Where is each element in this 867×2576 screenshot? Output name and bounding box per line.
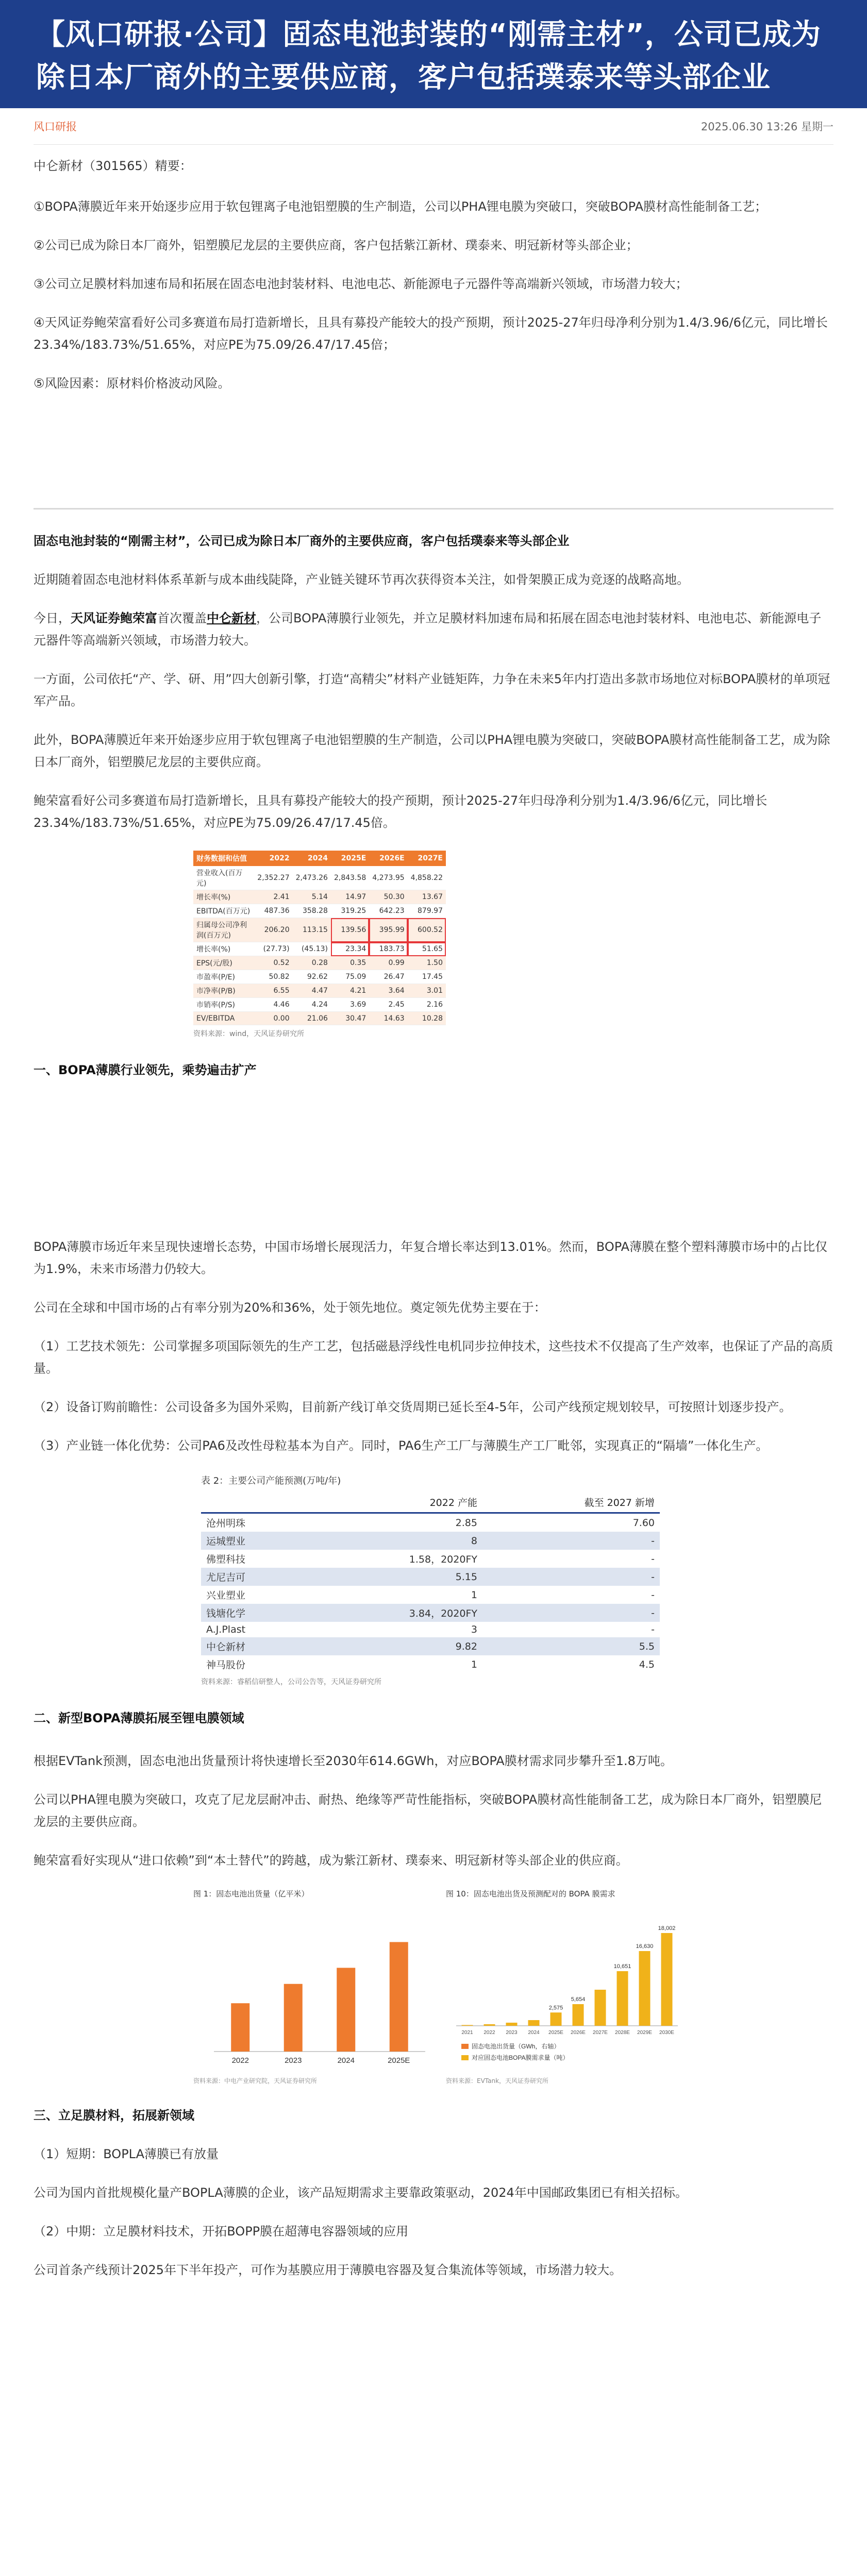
paragraph: BOPA薄膜市场近年来呈现快速增长态势，中国市场增长展现活力，年复合增长率达到13.01%。然而，BOPA薄膜在整个塑料薄膜市场中的占比仅为1.9%，未来市场潜力仍较大。 — [34, 1240, 828, 1276]
table-cell: - — [651, 1624, 655, 1635]
table-cell: 0.99 — [369, 956, 407, 970]
article-headline: 固态电池封装的“刚需主材”，公司已成为除日本厂商外的主要供应商，客户包括璞泰来等头部企业 — [34, 534, 570, 548]
text: 今日， — [34, 611, 71, 625]
paragraph: 根据EVTank预测，固态电池出货量预计将快速增长至2030年614.6GWh，对应BOPA膜材需求同步攀升至1.8万吨。 — [34, 1754, 673, 1768]
figure-source: 资料来源：睿稻信研整人，公司公告等，天风证券研究所 — [201, 1678, 381, 1686]
meta-bar — [34, 108, 833, 144]
source-label[interactable]: 风口研报 — [34, 121, 77, 133]
bar — [484, 2024, 495, 2026]
x-tick-label: 2024 — [337, 2056, 355, 2065]
x-tick-label: 2026E — [571, 2030, 586, 2036]
legend-swatch — [461, 2044, 469, 2049]
table-cell: 沧州明珠 — [206, 1518, 246, 1529]
table-cell: 487.36 — [254, 904, 292, 918]
chart-source: 资料来源：EVTank，天风证券研究所 — [446, 2077, 549, 2084]
table-cell: 51.65 — [408, 942, 446, 956]
table-body — [193, 866, 446, 1025]
table-row — [201, 1637, 660, 1655]
table-cell: 9.82 — [310, 1637, 482, 1655]
data-label: 16,630 — [636, 1943, 654, 1950]
column-header: 2027E — [408, 851, 446, 866]
x-tick-label: 2028E — [615, 2030, 630, 2036]
paragraph: 一方面，公司依托“产、学、研、用”四大创新引擎，打造“高精尖”材料产业链矩阵，力争在未来5年内打造出多款市场地位对标BOPA膜材的单项冠军产品。 — [34, 672, 830, 708]
table-header-row — [201, 1492, 660, 1513]
table-cell: 归属母公司净利润(百万元) — [193, 918, 254, 942]
table-header-row — [193, 851, 446, 866]
table-cell: 0.52 — [254, 956, 292, 970]
table-cell: 尤尼吉可 — [201, 1568, 310, 1586]
paragraph: （1）短期：BOPLA薄膜已有放量 — [34, 2147, 219, 2161]
section-title: 三、立足膜材料，拓展新领域 — [34, 2108, 194, 2123]
legend-label: 对应固态电池BOPA膜需求量（吨） — [472, 2054, 569, 2061]
paragraph: （2）设备订购前瞻性：公司设备多为国外采购，目前新产线订单交货周期已延长至4-5年，公司产线预定规划较早，可按照计划逐步投产。 — [34, 1400, 792, 1414]
column-header: 财务数据和估值 — [193, 851, 254, 866]
figure-caption: 表 2：主要公司产能预测(万吨/年) — [201, 1476, 341, 1486]
section-1 — [34, 1059, 833, 1457]
analyst-name: 天风证券鲍荣富 — [71, 611, 157, 625]
table-row — [201, 1532, 660, 1550]
table-cell: 市销率(P/S) — [193, 998, 254, 1012]
table-cell: 5.15 — [310, 1568, 482, 1586]
table-cell: 3.01 — [408, 984, 446, 998]
table-cell: 2.45 — [369, 998, 407, 1012]
legend-label: 固态电池出货量（GWh，右轴） — [472, 2043, 560, 2050]
chart-figure — [193, 1888, 436, 2084]
table-cell: - — [651, 1553, 655, 1565]
table-cell: A.J.Plast — [206, 1624, 246, 1635]
data-label: 5,654 — [571, 1996, 586, 2003]
x-tick-label: 2025E — [388, 2056, 410, 2065]
table-row — [193, 866, 446, 890]
table-cell: 2.16 — [408, 998, 446, 1012]
table-row — [193, 918, 446, 942]
table-cell: 17.45 — [408, 970, 446, 984]
text: 首次覆盖 — [157, 611, 207, 625]
table-cell: 增长率(%) — [193, 890, 254, 904]
table-cell: 358.28 — [293, 904, 331, 918]
table-row — [201, 1568, 660, 1586]
summary-point: ⑤风险因素：原材料价格波动风险。 — [34, 376, 230, 391]
column-header: 2026E — [369, 851, 407, 866]
table-cell: 4.24 — [293, 998, 331, 1012]
article-body — [34, 510, 833, 834]
chart-title: 图 10：固态电池出货及预测配对的 BOPA 膜需求 — [446, 1889, 615, 1899]
table-cell: 642.23 — [369, 904, 407, 918]
table-cell: 6.55 — [254, 984, 292, 998]
capacity-table — [201, 1492, 660, 1673]
table-cell: 600.52 — [408, 918, 446, 942]
x-tick-label: 2030E — [659, 2030, 674, 2036]
table-cell: - — [482, 1604, 660, 1622]
table-row — [193, 890, 446, 904]
table-cell: 3.84，2020FY — [310, 1604, 482, 1622]
table-row — [193, 904, 446, 918]
bar — [639, 1951, 651, 2026]
x-tick-label: 2024 — [528, 2030, 540, 2036]
table-row — [193, 1012, 446, 1025]
legend-swatch — [461, 2055, 469, 2060]
paragraph: 公司首条产线预计2025年下半年投产，可作为基膜应用于薄膜电容器及复合集流体等领域，市场潜力较大。 — [34, 2263, 622, 2277]
table-cell: EPS(元/股) — [193, 956, 254, 970]
capacity-table-figure — [201, 1473, 660, 1687]
table-cell: 8 — [310, 1532, 482, 1550]
table-cell: EBITDA(百万元) — [193, 904, 254, 918]
page-title: 【风口研报·公司】固态电池封装的“刚需主材”，公司已成为除日本厂商外的主要供应商，客户包括璞泰来等头部企业 — [36, 18, 821, 94]
table-cell: 4.21 — [331, 984, 369, 998]
table-cell: - — [651, 1589, 655, 1601]
column-header — [201, 1492, 310, 1513]
bar — [617, 1971, 628, 2026]
title-banner — [0, 0, 867, 108]
table-cell: 2,843.58 — [331, 866, 369, 890]
x-tick-label: 2023 — [506, 2030, 518, 2036]
table-cell: 运城塑业 — [201, 1532, 310, 1550]
company-link[interactable]: 中仑新材 — [207, 611, 256, 625]
paragraph: 近期随着固态电池材料体系革新与成本曲线陡降，产业链关键环节再次获得资本关注，如骨架膜正成为竞逐的战略高地。 — [34, 572, 689, 587]
data-label: 10,651 — [613, 1963, 631, 1970]
table-cell: 0.35 — [331, 956, 369, 970]
table-cell: 钱塘化学 — [201, 1604, 310, 1622]
table-cell: 14.97 — [331, 890, 369, 904]
bar — [661, 1933, 673, 2026]
table-cell: 1.50 — [408, 956, 446, 970]
table-cell: 21.06 — [293, 1012, 331, 1025]
table-cell: 139.56 — [331, 918, 369, 942]
table-cell: 92.62 — [293, 970, 331, 984]
column-header: 2022 产能 — [310, 1492, 482, 1513]
x-tick-label: 2025E — [548, 2030, 563, 2036]
table-cell: 中仑新材 — [201, 1637, 310, 1655]
table-row — [193, 998, 446, 1012]
bar — [595, 1990, 606, 2026]
table-cell: - — [482, 1568, 660, 1586]
table-cell: 30.47 — [331, 1012, 369, 1025]
table-cell: 5.14 — [293, 890, 331, 904]
table-cell: 营业收入(百万元) — [193, 866, 254, 890]
financial-table — [193, 851, 446, 1025]
table-cell: 市净率(P/B) — [193, 984, 254, 998]
summary-point: ②公司已成为除日本厂商外，铝塑膜尼龙层的主要供应商，客户包括紫江新材、璞泰来、明冠新材等头部企业； — [34, 238, 639, 252]
table-row — [201, 1513, 660, 1532]
paragraph — [34, 607, 833, 652]
x-tick-label: 2023 — [285, 2056, 302, 2065]
table-row — [201, 1586, 660, 1604]
chart-title: 图 1：固态电池出货量（亿平米） — [193, 1889, 309, 1899]
summary-intro: 中仑新材（301565）精要： — [34, 159, 192, 173]
figure-source: 资料来源：wind，天风证券研究所 — [193, 1030, 305, 1038]
bar — [551, 2012, 562, 2026]
table-cell: 75.09 — [331, 970, 369, 984]
x-tick-label: 2022 — [483, 2030, 495, 2036]
column-header: 截至 2027 新增 — [482, 1492, 660, 1513]
table-cell: 319.25 — [331, 904, 369, 918]
summary-point: ④天风证券鲍荣富看好公司多赛道布局打造新增长，且具有募投产能较大的投产预期，预计2025-27年归母净利分别为1.4/3.96/6亿元，同比增长23.34%/183.73%/51.65%，对应PE为75.09/26.47/17.45倍； — [34, 315, 828, 352]
table-row — [201, 1622, 660, 1637]
paragraph: （1）工艺技术领先：公司掌握多项国际领先的生产工艺，包括磁悬浮线性电机同步拉伸技术，这些技术不仅提高了生产效率，也保证了产品的高质量。 — [34, 1339, 833, 1376]
table-cell: 13.67 — [408, 890, 446, 904]
section-title: 一、BOPA薄膜行业领先，乘势遍击扩产 — [34, 1063, 257, 1077]
paragraph: 此外，BOPA薄膜近年来开始逐步应用于软包锂离子电池铝塑膜的生产制造，公司以PHA锂电膜为突破口，突破BOPA膜材高性能制备工艺，成为除日本厂商外，铝塑膜尼龙层的主要供应商。 — [34, 733, 830, 769]
table-cell: EV/EBITDA — [193, 1012, 254, 1025]
data-label: 2,575 — [548, 2005, 563, 2011]
publish-datetime: 2025.06.30 13:26 星期一 — [701, 121, 833, 133]
data-label: 18,002 — [658, 1925, 676, 1931]
x-tick-label: 2027E — [593, 2030, 608, 2036]
table-cell: 4,858.22 — [408, 866, 446, 890]
summary-point: ③公司立足膜材料加速布局和拓展在固态电池封装材料、电池电芯、新能源电子元器件等高端新兴领域，市场潜力较大； — [34, 277, 688, 291]
table-cell: (45.13) — [293, 942, 331, 956]
table-cell: 2.41 — [254, 890, 292, 904]
bar — [462, 2025, 473, 2026]
table-cell: 206.20 — [254, 918, 292, 942]
x-tick-label: 2029E — [637, 2030, 652, 2036]
bar — [231, 2003, 249, 2052]
table-cell: 3.69 — [331, 998, 369, 1012]
x-tick-label: 2022 — [231, 2056, 249, 2065]
bar — [573, 2004, 584, 2026]
table-cell: 1 — [471, 1589, 477, 1601]
table-row — [201, 1655, 660, 1673]
paragraph: 鲍荣富看好公司多赛道布局打造新增长，且具有募投产能较大的投产预期，预计2025-27年归母净利分别为1.4/3.96/6亿元，同比增长23.34%/183.73%/51.65%，对应PE为75.09/26.47/17.45倍。 — [34, 793, 768, 830]
table-cell: 0.28 — [293, 956, 331, 970]
table-cell: 7.60 — [632, 1517, 655, 1529]
table-cell: 佛塑科技 — [206, 1554, 246, 1565]
text: ，公司BOPA薄膜行业领先，并立足膜材料加速布局和拓展在固态电池封装材料、电池电芯、新能源电子元器件等高端新兴领域，市场潜力较大。 — [34, 611, 822, 648]
paragraph: （2）中期：立足膜材料技术，开拓BOPP膜在超薄电容器领域的应用 — [34, 2224, 409, 2239]
table-cell: 23.34 — [331, 942, 369, 956]
table-cell: 4.47 — [293, 984, 331, 998]
column-header: 2024 — [293, 851, 331, 866]
table-cell: 113.15 — [293, 918, 331, 942]
charts-row — [193, 1888, 833, 2084]
paragraph: 鲍荣富看好实现从“进口依赖”到“本土替代”的跨越，成为紫江新材、璞泰来、明冠新材等头部企业的供应商。 — [34, 1853, 628, 1868]
table-cell: 1.58，2020FY — [409, 1554, 477, 1565]
section-3 — [34, 2105, 833, 2281]
table-cell: 4.46 — [254, 998, 292, 1012]
table-cell: 4,273.95 — [369, 866, 407, 890]
paragraph: 公司以PHA锂电膜为突破口，攻克了尼龙层耐冲击、耐热、绝缘等严苛性能指标，突破BOPA膜材高性能制备工艺，成为除日本厂商外，铝塑膜尼龙层的主要供应商。 — [34, 1792, 822, 1829]
table-cell: 10.28 — [408, 1012, 446, 1025]
financial-table-figure — [193, 851, 446, 1039]
paragraph: 公司在全球和中国市场的占有率分别为20%和36%，处于领先地位。奠定领先优势主要在于： — [34, 1300, 546, 1315]
bar-chart — [193, 1902, 436, 2072]
bar — [284, 1984, 303, 2052]
table-cell: 3 — [471, 1624, 477, 1635]
bar — [337, 1968, 355, 2052]
chart-source: 资料来源：中电产业研究院，天风证券研究所 — [193, 2077, 318, 2084]
summary — [34, 145, 833, 508]
table-cell: 3.64 — [369, 984, 407, 998]
paragraph: （3）产业链一体化优势：公司PA6及改性母粒基本为自产。同时，PA6生产工厂与薄膜生产工厂毗邻，实现真正的“隔墙”一体化生产。 — [34, 1438, 769, 1453]
x-tick-label: 2021 — [461, 2030, 473, 2036]
column-header: 2022 — [254, 851, 292, 866]
paragraph: 公司为国内首批规模化量产BOPLA薄膜的企业，该产品短期需求主要靠政策驱动，2024年中国邮政集团已有相关招标。 — [34, 2185, 688, 2200]
bar — [506, 2023, 518, 2026]
table-cell: 5.5 — [482, 1637, 660, 1655]
table-row — [201, 1604, 660, 1622]
table-cell: 1 — [471, 1658, 477, 1670]
bar — [528, 2020, 540, 2026]
table-cell: - — [482, 1532, 660, 1550]
summary-point: ①BOPA薄膜近年来开始逐步应用于软包锂离子电池铝塑膜的生产制造，公司以PHA锂电膜为突破口，突破BOPA膜材高性能制备工艺； — [34, 199, 768, 214]
table-cell: 183.73 — [369, 942, 407, 956]
article-card — [0, 108, 867, 2576]
table-cell: 神马股份 — [206, 1659, 246, 1671]
table-cell: 兴业塑业 — [206, 1590, 246, 1601]
table-cell: 市盈率(P/E) — [193, 970, 254, 984]
table-cell: 50.82 — [254, 970, 292, 984]
table-row — [193, 984, 446, 998]
section-2 — [34, 1707, 833, 1872]
table-cell: 395.99 — [369, 918, 407, 942]
table-cell: 26.47 — [369, 970, 407, 984]
column-header: 2025E — [331, 851, 369, 866]
section-title: 二、新型BOPA薄膜拓展至锂电膜领域 — [34, 1711, 244, 1725]
table-body — [201, 1513, 660, 1674]
table-row — [193, 970, 446, 984]
chart-figure — [446, 1888, 688, 2084]
bar — [390, 1942, 408, 2052]
table-row — [193, 942, 446, 956]
table-cell: 2,473.26 — [293, 866, 331, 890]
table-cell: 4.5 — [639, 1658, 655, 1670]
table-row — [193, 956, 446, 970]
table-cell: 增长率(%) — [193, 942, 254, 956]
table-cell: 879.97 — [408, 904, 446, 918]
table-cell: 2,352.27 — [254, 866, 292, 890]
table-cell: (27.73) — [254, 942, 292, 956]
table-cell: 2.85 — [455, 1517, 477, 1529]
table-cell: 14.63 — [369, 1012, 407, 1025]
table-row — [201, 1550, 660, 1568]
bar-chart — [446, 1902, 688, 2072]
table-cell: 50.30 — [369, 890, 407, 904]
table-cell: 0.00 — [254, 1012, 292, 1025]
